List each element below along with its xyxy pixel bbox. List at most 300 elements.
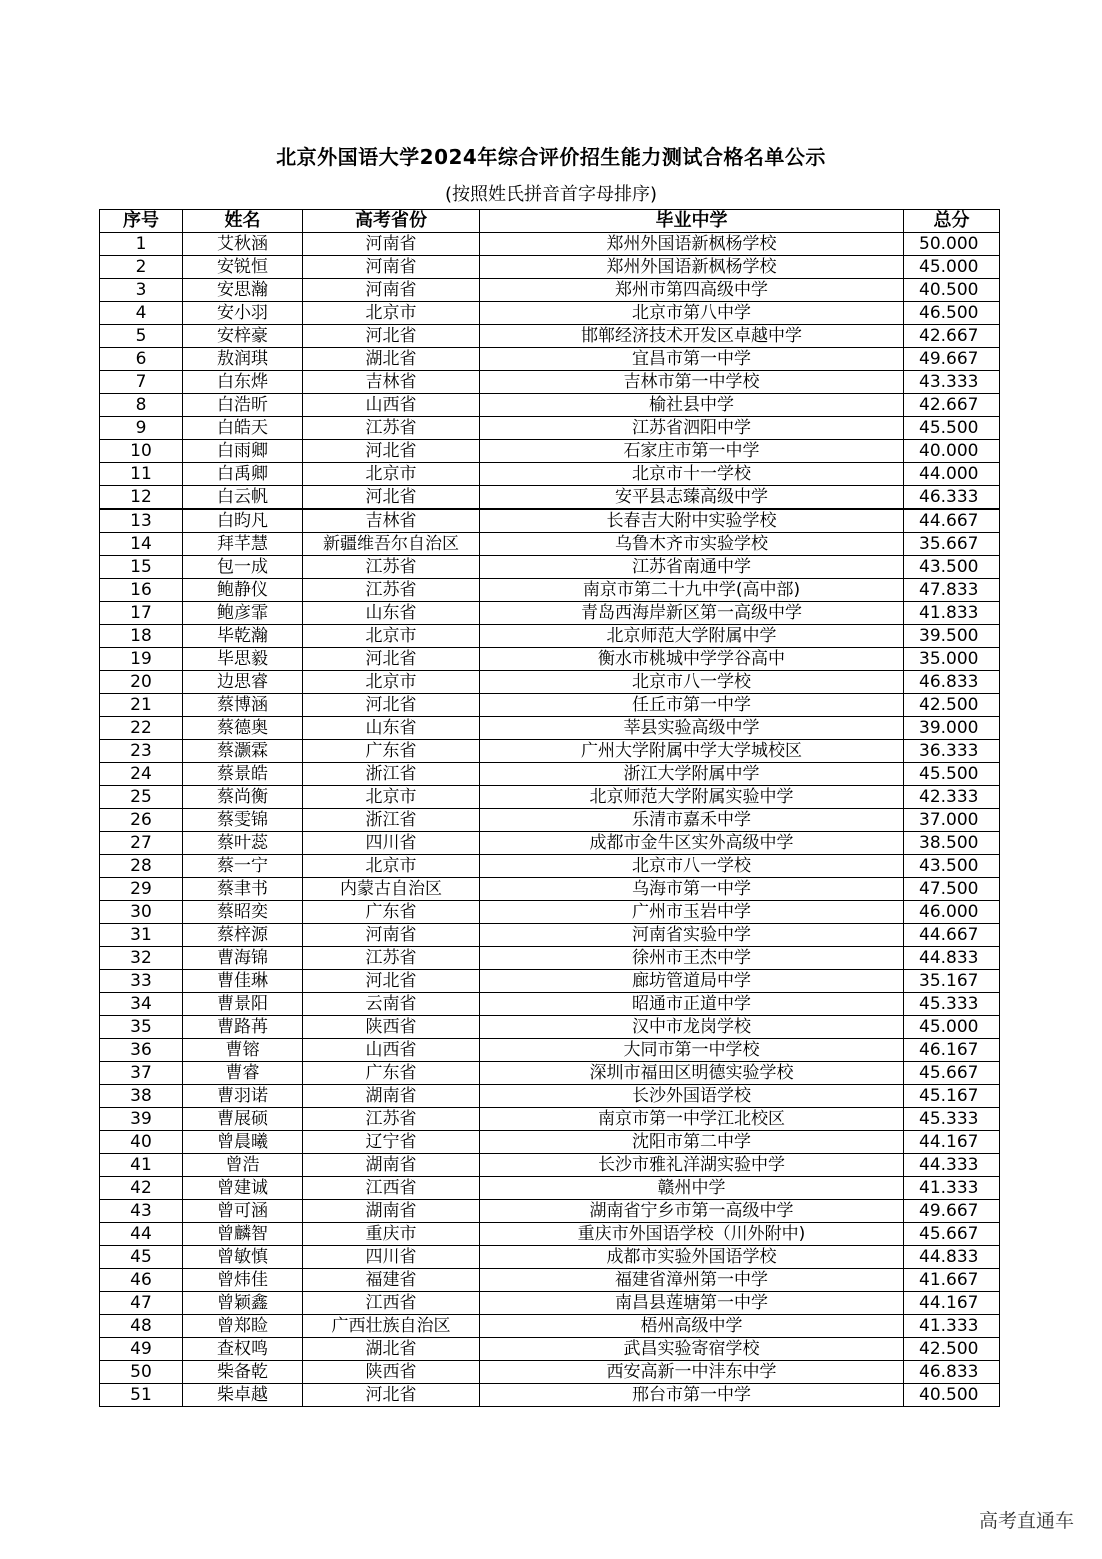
row-province: 福建省 xyxy=(303,1269,480,1292)
row-school: 郑州外国语新枫杨学校 xyxy=(480,233,904,256)
row-index: 44 xyxy=(100,1223,183,1246)
row-name: 曾晨曦 xyxy=(183,1131,303,1154)
table-row xyxy=(100,786,1000,809)
row-school: 长春吉大附中实验学校 xyxy=(480,509,904,533)
table-row xyxy=(100,901,1000,924)
row-province: 河南省 xyxy=(303,233,480,256)
row-province: 吉林省 xyxy=(303,509,480,533)
row-score: 47.500 xyxy=(904,878,1000,901)
row-score: 49.667 xyxy=(904,1200,1000,1223)
table-row xyxy=(100,1200,1000,1223)
row-school: 长沙市雅礼洋湖实验中学 xyxy=(480,1154,904,1177)
row-score: 45.000 xyxy=(904,256,1000,279)
row-score: 50.000 xyxy=(904,233,1000,256)
table-row xyxy=(100,763,1000,786)
row-province: 广东省 xyxy=(303,901,480,924)
row-name: 曹展硕 xyxy=(183,1108,303,1131)
row-index: 43 xyxy=(100,1200,183,1223)
table-row xyxy=(100,671,1000,694)
row-province: 山西省 xyxy=(303,1039,480,1062)
row-school: 安平县志臻高级中学 xyxy=(480,486,904,510)
row-index: 9 xyxy=(100,417,183,440)
row-index: 45 xyxy=(100,1246,183,1269)
row-school: 北京师范大学附属实验中学 xyxy=(480,786,904,809)
row-name: 安小羽 xyxy=(183,302,303,325)
table-row xyxy=(100,1131,1000,1154)
row-score: 49.667 xyxy=(904,348,1000,371)
row-province: 湖南省 xyxy=(303,1200,480,1223)
row-province: 湖北省 xyxy=(303,1338,480,1361)
row-name: 鲍静仪 xyxy=(183,579,303,602)
row-school: 北京市十一学校 xyxy=(480,463,904,486)
table-body xyxy=(100,233,1000,1407)
row-score: 41.833 xyxy=(904,602,1000,625)
page-title: 北京外国语大学2024年综合评价招生能力测试合格名单公示 xyxy=(276,145,826,169)
row-score: 41.333 xyxy=(904,1177,1000,1200)
row-name: 毕思毅 xyxy=(183,648,303,671)
row-index: 29 xyxy=(100,878,183,901)
row-school: 乐清市嘉禾中学 xyxy=(480,809,904,832)
table-row xyxy=(100,1039,1000,1062)
table-row xyxy=(100,970,1000,993)
table-row xyxy=(100,256,1000,279)
row-name: 查权鸣 xyxy=(183,1338,303,1361)
row-index: 5 xyxy=(100,325,183,348)
row-province: 河北省 xyxy=(303,325,480,348)
row-school: 广州市玉岩中学 xyxy=(480,901,904,924)
row-school: 邯郸经济技术开发区卓越中学 xyxy=(480,325,904,348)
row-score: 42.333 xyxy=(904,786,1000,809)
row-index: 2 xyxy=(100,256,183,279)
row-index: 47 xyxy=(100,1292,183,1315)
row-province: 浙江省 xyxy=(303,809,480,832)
row-name: 曹佳琳 xyxy=(183,970,303,993)
table-row xyxy=(100,855,1000,878)
row-score: 46.500 xyxy=(904,302,1000,325)
table-row xyxy=(100,809,1000,832)
row-index: 38 xyxy=(100,1085,183,1108)
row-school: 沈阳市第二中学 xyxy=(480,1131,904,1154)
row-name: 白昀凡 xyxy=(183,509,303,533)
row-score: 38.500 xyxy=(904,832,1000,855)
row-score: 45.500 xyxy=(904,763,1000,786)
row-score: 46.333 xyxy=(904,486,1000,510)
row-score: 45.000 xyxy=(904,1016,1000,1039)
table-row xyxy=(100,1223,1000,1246)
row-province: 江苏省 xyxy=(303,417,480,440)
row-score: 35.000 xyxy=(904,648,1000,671)
table-row xyxy=(100,371,1000,394)
row-province: 河北省 xyxy=(303,486,480,510)
row-province: 吉林省 xyxy=(303,371,480,394)
table-row xyxy=(100,1315,1000,1338)
row-name: 白皓天 xyxy=(183,417,303,440)
header-name: 姓名 xyxy=(183,210,303,233)
row-index: 32 xyxy=(100,947,183,970)
table-row xyxy=(100,648,1000,671)
table-row xyxy=(100,602,1000,625)
table-row xyxy=(100,1108,1000,1131)
row-province: 河南省 xyxy=(303,279,480,302)
row-index: 21 xyxy=(100,694,183,717)
table-row xyxy=(100,1062,1000,1085)
table-row xyxy=(100,1177,1000,1200)
row-index: 25 xyxy=(100,786,183,809)
row-province: 北京市 xyxy=(303,302,480,325)
row-name: 曾浩 xyxy=(183,1154,303,1177)
table-header-row xyxy=(100,210,1000,233)
row-index: 12 xyxy=(100,486,183,510)
row-school: 福建省漳州第一中学 xyxy=(480,1269,904,1292)
table-row xyxy=(100,417,1000,440)
row-name: 蔡叶蕊 xyxy=(183,832,303,855)
row-index: 8 xyxy=(100,394,183,417)
row-index: 26 xyxy=(100,809,183,832)
row-index: 30 xyxy=(100,901,183,924)
row-school: 北京市第八中学 xyxy=(480,302,904,325)
row-score: 42.500 xyxy=(904,694,1000,717)
row-school: 梧州高级中学 xyxy=(480,1315,904,1338)
row-name: 曾建诚 xyxy=(183,1177,303,1200)
row-province: 河南省 xyxy=(303,256,480,279)
row-index: 27 xyxy=(100,832,183,855)
header-score: 总分 xyxy=(904,210,1000,233)
row-name: 蔡灏霖 xyxy=(183,740,303,763)
row-province: 重庆市 xyxy=(303,1223,480,1246)
row-school: 榆社县中学 xyxy=(480,394,904,417)
row-index: 50 xyxy=(100,1361,183,1384)
row-province: 江西省 xyxy=(303,1177,480,1200)
row-province: 河北省 xyxy=(303,440,480,463)
table-row xyxy=(100,1154,1000,1177)
row-name: 曾麟智 xyxy=(183,1223,303,1246)
row-index: 37 xyxy=(100,1062,183,1085)
row-province: 江西省 xyxy=(303,1292,480,1315)
row-school: 湖南省宁乡市第一高级中学 xyxy=(480,1200,904,1223)
row-province: 湖南省 xyxy=(303,1085,480,1108)
table-row xyxy=(100,1292,1000,1315)
row-name: 安锐恒 xyxy=(183,256,303,279)
row-school: 广州大学附属中学大学城校区 xyxy=(480,740,904,763)
row-index: 24 xyxy=(100,763,183,786)
table-row xyxy=(100,878,1000,901)
row-name: 曾颖鑫 xyxy=(183,1292,303,1315)
row-score: 44.000 xyxy=(904,463,1000,486)
row-school: 徐州市王杰中学 xyxy=(480,947,904,970)
row-score: 46.167 xyxy=(904,1039,1000,1062)
row-index: 20 xyxy=(100,671,183,694)
table-row xyxy=(100,348,1000,371)
row-province: 浙江省 xyxy=(303,763,480,786)
row-score: 42.667 xyxy=(904,394,1000,417)
row-school: 北京师范大学附属中学 xyxy=(480,625,904,648)
row-score: 46.833 xyxy=(904,671,1000,694)
row-name: 艾秋涵 xyxy=(183,233,303,256)
row-score: 42.667 xyxy=(904,325,1000,348)
table-row xyxy=(100,1361,1000,1384)
row-name: 白浩昕 xyxy=(183,394,303,417)
row-name: 曹羽诺 xyxy=(183,1085,303,1108)
row-school: 深圳市福田区明德实验学校 xyxy=(480,1062,904,1085)
row-score: 46.000 xyxy=(904,901,1000,924)
row-score: 40.000 xyxy=(904,440,1000,463)
row-name: 蔡景皓 xyxy=(183,763,303,786)
row-school: 北京市八一学校 xyxy=(480,855,904,878)
row-index: 14 xyxy=(100,533,183,556)
row-province: 河北省 xyxy=(303,1384,480,1407)
row-name: 蔡一宁 xyxy=(183,855,303,878)
row-name: 曹睿 xyxy=(183,1062,303,1085)
row-score: 35.167 xyxy=(904,970,1000,993)
admission-list-table xyxy=(99,209,1000,1407)
row-index: 34 xyxy=(100,993,183,1016)
row-province: 江苏省 xyxy=(303,1108,480,1131)
row-name: 白雨卿 xyxy=(183,440,303,463)
row-province: 四川省 xyxy=(303,1246,480,1269)
row-index: 13 xyxy=(100,509,183,533)
row-province: 北京市 xyxy=(303,855,480,878)
row-province: 北京市 xyxy=(303,463,480,486)
table-row xyxy=(100,556,1000,579)
row-province: 江苏省 xyxy=(303,556,480,579)
row-score: 37.000 xyxy=(904,809,1000,832)
row-name: 拜芊慧 xyxy=(183,533,303,556)
table-row xyxy=(100,1269,1000,1292)
row-province: 北京市 xyxy=(303,671,480,694)
row-province: 陕西省 xyxy=(303,1361,480,1384)
row-name: 白云帆 xyxy=(183,486,303,510)
row-school: 莘县实验高级中学 xyxy=(480,717,904,740)
row-name: 白东烨 xyxy=(183,371,303,394)
row-province: 河北省 xyxy=(303,970,480,993)
row-name: 白禹卿 xyxy=(183,463,303,486)
row-province: 江苏省 xyxy=(303,579,480,602)
row-school: 赣州中学 xyxy=(480,1177,904,1200)
row-score: 45.667 xyxy=(904,1223,1000,1246)
row-province: 湖南省 xyxy=(303,1154,480,1177)
row-province: 江苏省 xyxy=(303,947,480,970)
row-score: 36.333 xyxy=(904,740,1000,763)
row-school: 西安高新一中沣东中学 xyxy=(480,1361,904,1384)
table-row xyxy=(100,993,1000,1016)
row-province: 湖北省 xyxy=(303,348,480,371)
row-province: 辽宁省 xyxy=(303,1131,480,1154)
row-province: 广东省 xyxy=(303,1062,480,1085)
row-school: 衡水市桃城中学学谷高中 xyxy=(480,648,904,671)
row-score: 44.333 xyxy=(904,1154,1000,1177)
row-score: 43.500 xyxy=(904,855,1000,878)
row-score: 44.667 xyxy=(904,509,1000,533)
row-school: 乌鲁木齐市实验学校 xyxy=(480,533,904,556)
row-index: 17 xyxy=(100,602,183,625)
row-score: 44.833 xyxy=(904,1246,1000,1269)
row-school: 大同市第一中学校 xyxy=(480,1039,904,1062)
table-row xyxy=(100,440,1000,463)
table-row xyxy=(100,1085,1000,1108)
row-province: 河南省 xyxy=(303,924,480,947)
row-score: 41.333 xyxy=(904,1315,1000,1338)
table-row xyxy=(100,832,1000,855)
row-name: 曹路苒 xyxy=(183,1016,303,1039)
table-row xyxy=(100,533,1000,556)
row-score: 40.500 xyxy=(904,1384,1000,1407)
row-index: 48 xyxy=(100,1315,183,1338)
table-row xyxy=(100,463,1000,486)
table-row xyxy=(100,1338,1000,1361)
row-index: 28 xyxy=(100,855,183,878)
row-index: 42 xyxy=(100,1177,183,1200)
row-name: 蔡德奥 xyxy=(183,717,303,740)
row-province: 河北省 xyxy=(303,648,480,671)
row-index: 39 xyxy=(100,1108,183,1131)
row-name: 曾可涵 xyxy=(183,1200,303,1223)
row-province: 广西壮族自治区 xyxy=(303,1315,480,1338)
row-school: 江苏省南通中学 xyxy=(480,556,904,579)
row-province: 河北省 xyxy=(303,694,480,717)
table-row xyxy=(100,1016,1000,1039)
row-school: 石家庄市第一中学 xyxy=(480,440,904,463)
table-row xyxy=(100,394,1000,417)
row-school: 浙江大学附属中学 xyxy=(480,763,904,786)
row-province: 北京市 xyxy=(303,625,480,648)
row-province: 北京市 xyxy=(303,786,480,809)
row-score: 44.667 xyxy=(904,924,1000,947)
row-school: 青岛西海岸新区第一高级中学 xyxy=(480,602,904,625)
table-row xyxy=(100,579,1000,602)
row-index: 18 xyxy=(100,625,183,648)
row-province: 山东省 xyxy=(303,717,480,740)
row-school: 重庆市外国语学校（川外附中) xyxy=(480,1223,904,1246)
watermark: 高考直通车 xyxy=(978,1510,1074,1532)
row-school: 南京市第二十九中学(高中部) xyxy=(480,579,904,602)
row-province: 山东省 xyxy=(303,602,480,625)
row-name: 蔡昭奕 xyxy=(183,901,303,924)
row-name: 曹海锦 xyxy=(183,947,303,970)
table-row xyxy=(100,302,1000,325)
row-province: 云南省 xyxy=(303,993,480,1016)
row-name: 毕乾瀚 xyxy=(183,625,303,648)
row-index: 15 xyxy=(100,556,183,579)
row-school: 宜昌市第一中学 xyxy=(480,348,904,371)
row-score: 45.667 xyxy=(904,1062,1000,1085)
row-index: 22 xyxy=(100,717,183,740)
header-province: 高考省份 xyxy=(303,210,480,233)
row-index: 23 xyxy=(100,740,183,763)
row-index: 33 xyxy=(100,970,183,993)
row-name: 曾敏慎 xyxy=(183,1246,303,1269)
table-row xyxy=(100,947,1000,970)
row-province: 广东省 xyxy=(303,740,480,763)
row-index: 41 xyxy=(100,1154,183,1177)
row-score: 43.500 xyxy=(904,556,1000,579)
row-index: 1 xyxy=(100,233,183,256)
row-name: 曹镕 xyxy=(183,1039,303,1062)
row-score: 45.167 xyxy=(904,1085,1000,1108)
row-province: 山西省 xyxy=(303,394,480,417)
table-row xyxy=(100,740,1000,763)
row-score: 43.333 xyxy=(904,371,1000,394)
row-school: 河南省实验中学 xyxy=(480,924,904,947)
row-score: 44.167 xyxy=(904,1292,1000,1315)
row-school: 郑州市第四高级中学 xyxy=(480,279,904,302)
row-index: 35 xyxy=(100,1016,183,1039)
row-school: 成都市实验外国语学校 xyxy=(480,1246,904,1269)
row-name: 柴备乾 xyxy=(183,1361,303,1384)
row-index: 46 xyxy=(100,1269,183,1292)
row-score: 44.167 xyxy=(904,1131,1000,1154)
row-school: 昭通市正道中学 xyxy=(480,993,904,1016)
table-row xyxy=(100,509,1000,533)
row-name: 蔡博涵 xyxy=(183,694,303,717)
header-school: 毕业中学 xyxy=(480,210,904,233)
table-row xyxy=(100,625,1000,648)
row-score: 45.333 xyxy=(904,1108,1000,1131)
row-score: 40.500 xyxy=(904,279,1000,302)
row-school: 郑州外国语新枫杨学校 xyxy=(480,256,904,279)
row-name: 包一成 xyxy=(183,556,303,579)
row-score: 35.667 xyxy=(904,533,1000,556)
row-name: 蔡梓源 xyxy=(183,924,303,947)
table-row xyxy=(100,486,1000,510)
row-index: 4 xyxy=(100,302,183,325)
row-score: 45.500 xyxy=(904,417,1000,440)
table-row xyxy=(100,924,1000,947)
row-index: 11 xyxy=(100,463,183,486)
row-name: 安梓豪 xyxy=(183,325,303,348)
row-name: 曾郑睑 xyxy=(183,1315,303,1338)
row-index: 40 xyxy=(100,1131,183,1154)
row-index: 31 xyxy=(100,924,183,947)
row-score: 47.833 xyxy=(904,579,1000,602)
row-province: 新疆维吾尔自治区 xyxy=(303,533,480,556)
row-score: 42.500 xyxy=(904,1338,1000,1361)
page-subtitle: (按照姓氏拼音首字母排序) xyxy=(444,184,658,205)
row-index: 10 xyxy=(100,440,183,463)
row-name: 边思睿 xyxy=(183,671,303,694)
row-school: 江苏省泗阳中学 xyxy=(480,417,904,440)
row-score: 39.500 xyxy=(904,625,1000,648)
row-index: 51 xyxy=(100,1384,183,1407)
table-row xyxy=(100,1246,1000,1269)
row-name: 敖润琪 xyxy=(183,348,303,371)
row-school: 成都市金牛区实外高级中学 xyxy=(480,832,904,855)
table-row xyxy=(100,233,1000,256)
row-name: 鲍彦霏 xyxy=(183,602,303,625)
row-name: 柴卓越 xyxy=(183,1384,303,1407)
table-row xyxy=(100,325,1000,348)
table-row xyxy=(100,717,1000,740)
row-school: 武昌实验寄宿学校 xyxy=(480,1338,904,1361)
row-province: 陕西省 xyxy=(303,1016,480,1039)
row-school: 长沙外国语学校 xyxy=(480,1085,904,1108)
row-school: 汉中市龙岗学校 xyxy=(480,1016,904,1039)
row-school: 邢台市第一中学 xyxy=(480,1384,904,1407)
row-name: 蔡尚衡 xyxy=(183,786,303,809)
row-name: 安思瀚 xyxy=(183,279,303,302)
row-name: 蔡雯锦 xyxy=(183,809,303,832)
row-school: 廊坊管道局中学 xyxy=(480,970,904,993)
row-score: 41.667 xyxy=(904,1269,1000,1292)
header-index: 序号 xyxy=(100,210,183,233)
row-score: 45.333 xyxy=(904,993,1000,1016)
row-name: 蔡聿书 xyxy=(183,878,303,901)
row-score: 39.000 xyxy=(904,717,1000,740)
row-index: 7 xyxy=(100,371,183,394)
row-index: 6 xyxy=(100,348,183,371)
row-school: 南京市第一中学江北校区 xyxy=(480,1108,904,1131)
row-province: 内蒙古自治区 xyxy=(303,878,480,901)
row-school: 吉林市第一中学校 xyxy=(480,371,904,394)
